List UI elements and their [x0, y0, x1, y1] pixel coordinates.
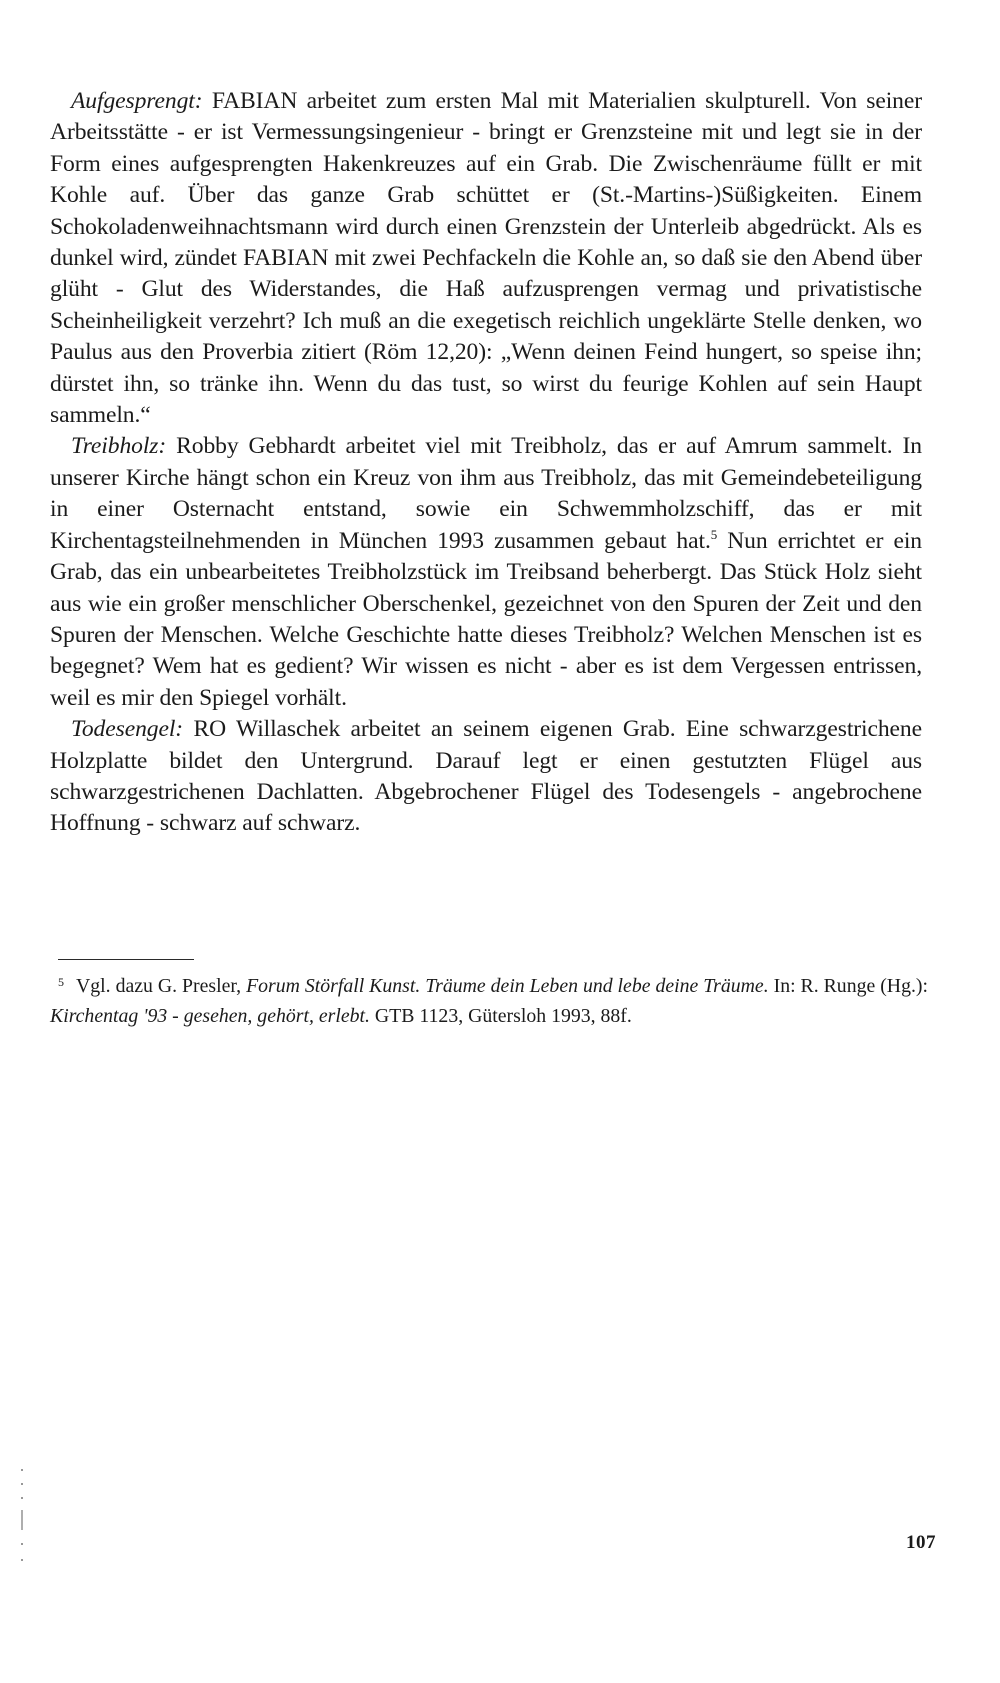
footnote-text: Vgl. dazu G. Presler,	[76, 975, 247, 997]
footnote-title: Forum Störfall Kunst. Träume dein Leben und lebe deine Träume.	[246, 975, 769, 997]
footnote-reference[interactable]: 5	[710, 526, 718, 542]
paragraph-aufgesprengt	[50, 86, 922, 431]
paragraph-body-continued: Nun errichtet er ein Grab, das ein unbearbeitetes Treibholzstück im Treibsand beherbergt. Das Stück Holz sieht aus wie ein großer menschlicher Oberschenkel, gezeichnet von den Spuren der Zeit und den Spuren der Menschen. Welche Geschichte hatte dieses Treibholz? Welchen Menschen ist es begegnet? Wem hat es gedient? Wir wissen es nicht - aber es ist dem Vergessen entrissen, weil es mir den Spiegel vorhält.	[50, 527, 922, 711]
paragraph-treibholz	[50, 431, 922, 714]
paragraph-body: FABIAN arbeitet zum ersten Mal mit Materialien skulpturell. Von seiner Arbeitsstätte - er ist Vermessungsingenieur - bringt er Grenzsteine mit und legt sie in der Form eines aufgesprengten Hakenkreuzes auf ein Grab. Die Zwischenräume füllt er mit Kohle auf. Über das ganze Grab schüttet er (St.-Martins-)Süßigkeiten. Einem Schokoladenweihnachtsmann wird durch einen Grenzstein der Unterleib abgedrückt. Als es dunkel wird, zündet FABIAN mit zwei Pechfackeln die Kohle an, so daß sie den Abend über glüht - Glut des Widerstandes, die Haß aufzusprengen vermag und privatistische Scheinheiligkeit verzehrt? Ich muß an die exegetisch reichlich ungeklärte Stelle denken, wo Paulus aus den Proverbia zitiert (Röm 12,20): „Wenn deinen Feind hungert, so speise ihn; dürstet ihn, so tränke ihn. Wenn du das tust, so wirst du feurige Kohlen auf sein Haupt sammeln.“	[50, 88, 922, 429]
paragraph-body: Robby Gebhardt arbeitet viel mit Treibholz, das er auf Amrum sammelt. In unserer Kirche hängt schon ein Kreuz von ihm aus Treibholz, das mit Gemeindebeteiligung in einer Osternacht entstand, sowie ein Schwemmholzschiff, das er mit Kirchentagsteilnehmenden in München 1993 zusammen gebaut hat.	[50, 433, 922, 554]
page-number: 107	[906, 1532, 936, 1553]
footnote	[50, 968, 928, 1031]
footnote-separator	[58, 959, 194, 960]
paragraph-body: RO Willaschek arbeitet an seinem eigenen Grab. Eine schwarzgestrichene Holzplatte bildet den Untergrund. Darauf legt er einen gestutzten Flügel aus schwarzgestrichenen Dachlatten. Abgebrochener Flügel des Todesengels - angebrochene Hoffnung - schwarz auf schwarz.	[50, 716, 922, 837]
paragraph-term: Aufgesprengt:	[71, 88, 203, 114]
paragraph-todesengel	[50, 714, 922, 840]
scan-margin-marks	[19, 1466, 25, 1566]
footnote-title: Kirchentag '93 - gesehen, gehört, erlebt.	[50, 1004, 370, 1027]
paragraph-term: Todesengel:	[71, 716, 184, 743]
footnote-number: 5	[58, 975, 64, 989]
paragraph-term: Treibholz:	[71, 433, 167, 460]
footnote-text: In: R. Runge (Hg.):	[768, 975, 929, 997]
main-text	[50, 86, 922, 840]
footnote-text: GTB 1123, Gütersloh 1993, 88f.	[369, 1004, 632, 1027]
